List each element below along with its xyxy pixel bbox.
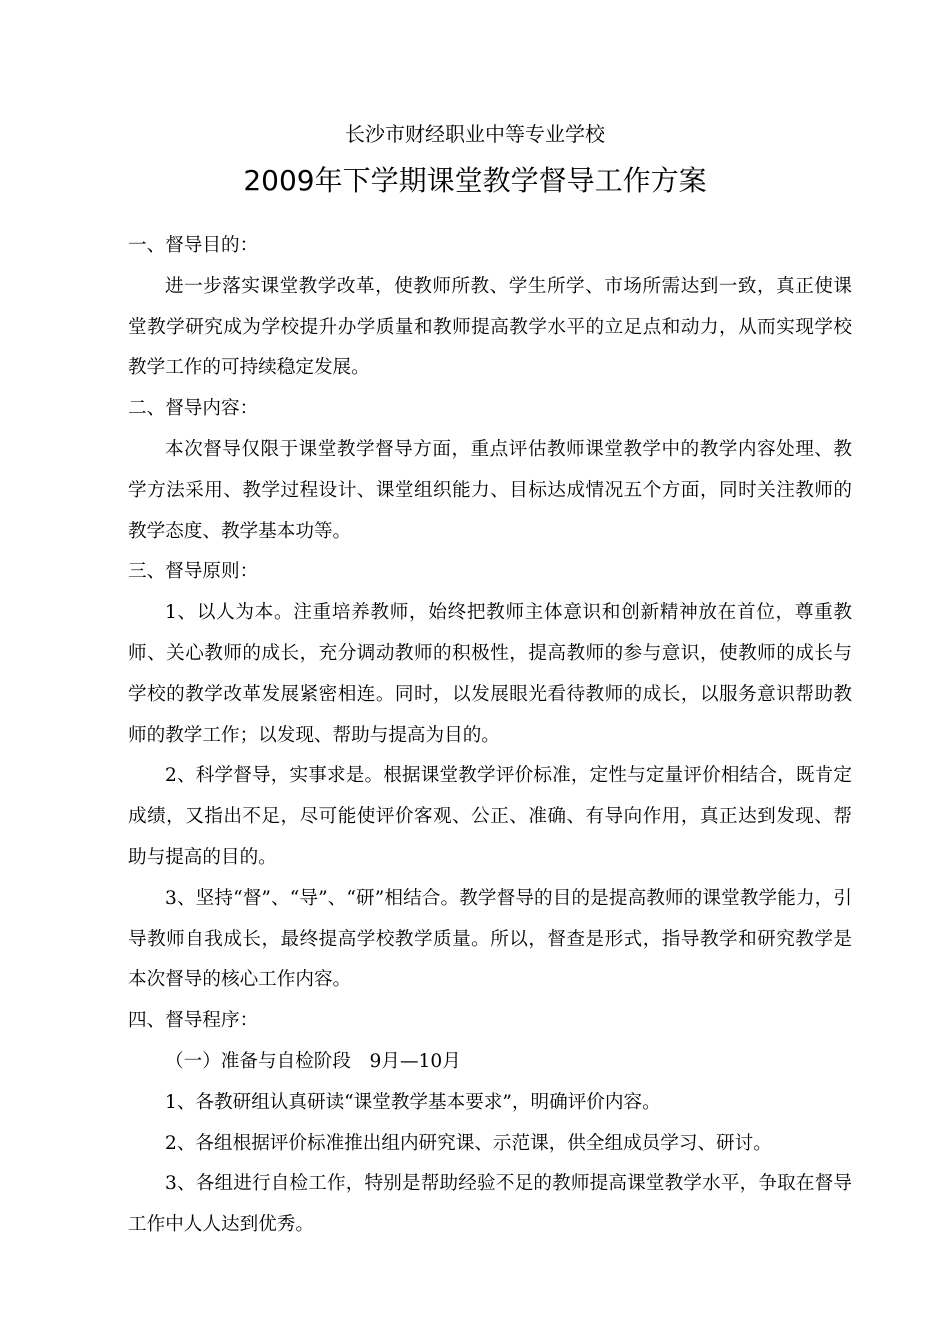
section-3-paragraph-1: 1、以人为本。注重培养教师，始终把教师主体意识和创新精神放在首位，尊重教师、关心教师的成长，充分调动教师的积极性，提高教师的参与意识，使教师的成长与学校的教学改革发展紧密相连。同时，以发展眼光看待教师的成长，以服务意识帮助教师的教学工作；以发现、帮助与提高为目的。 bbox=[128, 602, 852, 746]
document-body bbox=[128, 226, 852, 1246]
school-name: 长沙市财经职业中等专业学校 bbox=[345, 122, 605, 146]
document-title: 2009年下学期课堂教学督导工作方案 bbox=[243, 164, 707, 197]
section-2-heading: 二、督导内容： bbox=[128, 398, 259, 420]
section-1-paragraph: 进一步落实课堂教学改革，使教师所教、学生所学、市场所需达到一致，真正使课堂教学研究成为学校提升办学质量和教师提高教学水平的立足点和动力，从而实现学校教学工作的可持续稳定发展。 bbox=[128, 275, 852, 379]
section-4-paragraph-1: 1、各教研组认真研读“课堂教学基本要求”，明确评价内容。 bbox=[165, 1091, 661, 1113]
section-4-paragraph-3: 3、各组进行自检工作，特别是帮助经验不足的教师提高课堂教学水平，争取在督导工作中人人达到优秀。 bbox=[128, 1173, 852, 1236]
section-3-paragraph-2: 2、科学督导，实事求是。根据课堂教学评价标准，定性与定量评价相结合，既肯定成绩，又指出不足，尽可能使评价客观、公正、准确、有导向作用，真正达到发现、帮助与提高的目的。 bbox=[128, 765, 852, 868]
section-4-heading: 四、督导程序： bbox=[128, 1010, 259, 1032]
section-4-paragraph-2: 2、各组根据评价标准推出组内研究课、示范课，供全组成员学习、研讨。 bbox=[165, 1132, 772, 1154]
section-1-heading: 一、督导目的： bbox=[128, 235, 259, 256]
section-4-subheading: （一）准备与自检阶段 9月—10月 bbox=[165, 1050, 461, 1072]
section-3-paragraph-3: 3、坚持“督”、“导”、“研”相结合。教学督导的目的是提高教师的课堂教学能力，引导教师自我成长，最终提高学校教学质量。所以，督查是形式，指导教学和研究教学是本次督导的核心工作内容。 bbox=[128, 887, 852, 991]
section-3-heading: 三、督导原则： bbox=[128, 561, 259, 583]
section-2-paragraph: 本次督导仅限于课堂教学督导方面，重点评估教师课堂教学中的教学内容处理、教学方法采用、教学过程设计、课堂组织能力、目标达成情况五个方面，同时关注教师的教学态度、教学基本功等。 bbox=[128, 438, 852, 542]
